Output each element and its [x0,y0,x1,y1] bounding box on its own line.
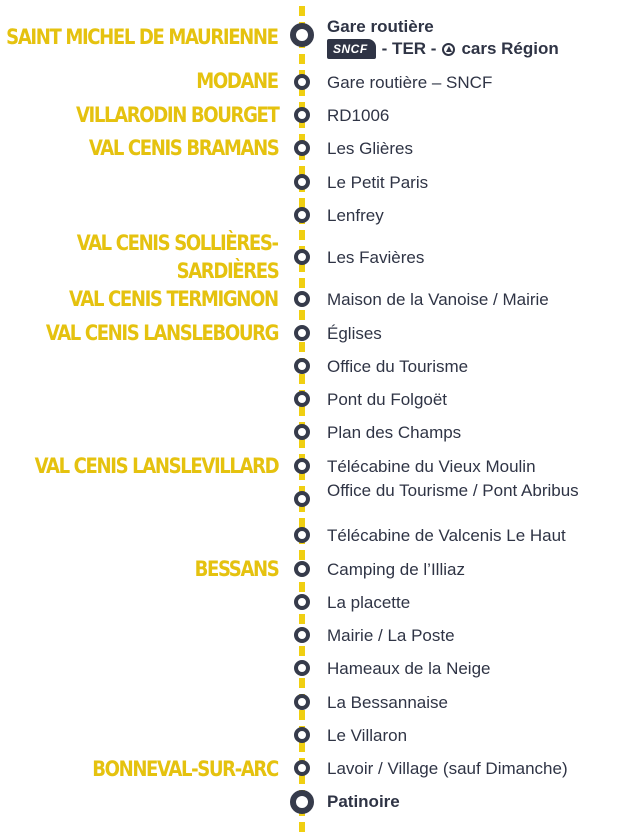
stop-dot [294,74,310,90]
region-icon [442,43,455,56]
town-bessans: BESSANS [194,557,278,581]
stop-dot [294,391,310,407]
stop-dot [294,424,310,440]
stop-name: Le Petit Paris [327,173,429,192]
stop-name: Plan des Champs [327,423,462,442]
stop-name: Pont du Folgoët [327,390,448,409]
stop-dot-terminus [290,23,314,47]
stop-name: Patinoire [327,792,400,811]
town-val-cenis-sollieres-line1: VAL CENIS SOLLIÈRES- [77,231,278,255]
town-bonneval-sur-arc: BONNEVAL-SUR-ARC [92,757,278,781]
stop-name: Lavoir / Village (sauf Dimanche) [327,759,568,778]
stop-dot [294,458,310,474]
stop-dot [294,660,310,676]
stop-dot-terminus [290,790,314,814]
stop-dot [294,694,310,710]
stop-name: Gare routière – SNCF [327,73,493,92]
operator-cars-region: cars Région [461,39,559,58]
town-villarodin-bourget: VILLARODIN BOURGET [75,103,278,127]
stop-dot [294,491,310,507]
stop-name: Camping de l’Illiaz [327,560,465,579]
operator-ter: - TER - [381,39,437,58]
stop-name: Hameaux de la Neige [327,659,491,678]
town-val-cenis-lanslevillard: VAL CENIS LANSLEVILLARD [34,454,278,478]
town-val-cenis-termignon: VAL CENIS TERMIGNON [69,287,278,311]
stop-dot [294,291,310,307]
stop-dot [294,527,310,543]
stop-dot [294,249,310,265]
stop-name: Office du Tourisme / Pont Abribus [327,481,579,500]
operators-line [327,38,559,60]
stop-dot [294,207,310,223]
stop-dot [294,627,310,643]
town-modane: MODANE [196,69,278,93]
stop-name: Mairie / La Poste [327,626,455,645]
stop-name: Gare routière [327,17,434,36]
sncf-logo: SNCF [327,39,376,59]
stop-name: RD1006 [327,106,390,125]
stop-dot [294,561,310,577]
town-val-cenis-sollieres-line2: SARDIÈRES [176,259,278,283]
stop-name: Le Villaron [327,726,408,745]
stop-dot [294,174,310,190]
stop-name: Les Glières [327,139,413,158]
stop-name: Églises [327,324,382,343]
stop-name: Maison de la Vanoise / Mairie [327,290,549,309]
stop-dot [294,727,310,743]
stop-name: La placette [327,593,411,612]
stop-name: Lenfrey [327,206,384,225]
stop-dot [294,325,310,341]
town-val-cenis-bramans: VAL CENIS BRAMANS [88,136,278,160]
town-val-cenis-lanslebourg: VAL CENIS LANSLEBOURG [45,321,278,345]
stop-name: Les Favières [327,248,425,267]
stop-dot [294,358,310,374]
stop-dot [294,594,310,610]
stop-dot [294,107,310,123]
town-saint-michel-de-maurienne: SAINT MICHEL DE MAURIENNE [6,25,278,49]
stop-dot [294,140,310,156]
stop-name: Télécabine du Vieux Moulin [327,457,536,476]
stop-name: Office du Tourisme [327,357,469,376]
stop-name: Télécabine de Valcenis Le Haut [327,526,566,545]
stop-dot [294,760,310,776]
stop-name: La Bessannaise [327,693,448,712]
